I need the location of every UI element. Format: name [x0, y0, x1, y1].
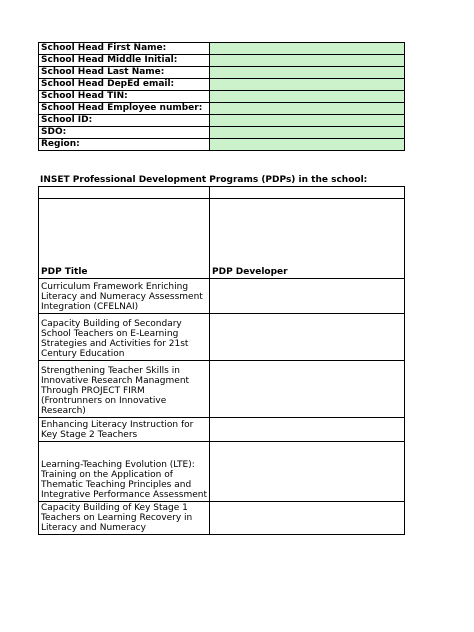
pdp-table	[38, 186, 405, 535]
info-row-employee-number	[39, 103, 405, 115]
info-row-region	[39, 139, 405, 151]
employee-number-field[interactable]	[210, 103, 405, 115]
school-id-field[interactable]	[210, 115, 405, 127]
pdp-header-row	[39, 199, 405, 279]
info-row-tin	[39, 91, 405, 103]
deped-email-field[interactable]	[210, 79, 405, 91]
info-row-sdo	[39, 127, 405, 139]
pdp-developer-cell[interactable]	[210, 502, 405, 535]
pdp-row	[39, 361, 405, 418]
sdo-label: SDO:	[39, 127, 210, 139]
first-name-field[interactable]	[210, 43, 405, 55]
pdp-row	[39, 502, 405, 535]
blank-cell[interactable]	[39, 187, 210, 199]
info-row-last-name	[39, 67, 405, 79]
info-row-email	[39, 79, 405, 91]
pdp-blank-row	[39, 187, 405, 199]
blank-cell[interactable]	[210, 187, 405, 199]
last-name-field[interactable]	[210, 67, 405, 79]
tin-field[interactable]	[210, 91, 405, 103]
pdp-title-cell[interactable]: Learning-Teaching Evolution (LTE): Training on the Application of Thematic Teaching Principles and Integrative Performance Assessment	[39, 442, 210, 502]
info-row-school-id	[39, 115, 405, 127]
pdp-row	[39, 442, 405, 502]
pdp-title-cell[interactable]: Strengthening Teacher Skills in Innovative Research Managment Through PROJECT FIRM (Frontrunners on Innovative Research)	[39, 361, 210, 418]
pdp-developer-cell[interactable]	[210, 442, 405, 502]
first-name-label: School Head First Name:	[39, 43, 210, 55]
pdp-row	[39, 279, 405, 314]
employee-number-label: School Head Employee number:	[39, 103, 210, 115]
last-name-label: School Head Last Name:	[39, 67, 210, 79]
pdp-developer-cell[interactable]	[210, 314, 405, 361]
pdp-title-header: PDP Title	[39, 199, 210, 279]
info-row-middle-initial	[39, 55, 405, 67]
pdp-developer-cell[interactable]	[210, 418, 405, 442]
pdp-title-cell[interactable]: Curriculum Framework Enriching Literacy and Numeracy Assessment Integration (CFELNAI)	[39, 279, 210, 314]
deped-email-label: School Head DepEd email:	[39, 79, 210, 91]
region-field[interactable]	[210, 139, 405, 151]
middle-initial-label: School Head Middle Initial:	[39, 55, 210, 67]
region-label: Region:	[39, 139, 210, 151]
pdp-title-cell[interactable]: Capacity Building of Secondary School Teachers on E-Learning Strategies and Activities for 21st Century Education	[39, 314, 210, 361]
pdp-row	[39, 314, 405, 361]
pdp-developer-cell[interactable]	[210, 279, 405, 314]
middle-initial-field[interactable]	[210, 55, 405, 67]
pdp-developer-cell[interactable]	[210, 361, 405, 418]
pdp-row	[39, 418, 405, 442]
tin-label: School Head TIN:	[39, 91, 210, 103]
school-id-label: School ID:	[39, 115, 210, 127]
pdp-title-cell[interactable]: Capacity Building of Key Stage 1 Teachers on Learning Recovery in Literacy and Numeracy	[39, 502, 210, 535]
pdp-section-title: INSET Professional Development Programs (PDPs) in the school:	[40, 175, 368, 185]
sdo-field[interactable]	[210, 127, 405, 139]
pdp-developer-header: PDP Developer	[210, 199, 405, 279]
pdp-title-cell[interactable]: Enhancing Literacy Instruction for Key Stage 2 Teachers	[39, 418, 210, 442]
info-row-first-name	[39, 43, 405, 55]
school-head-info-table	[38, 42, 405, 151]
